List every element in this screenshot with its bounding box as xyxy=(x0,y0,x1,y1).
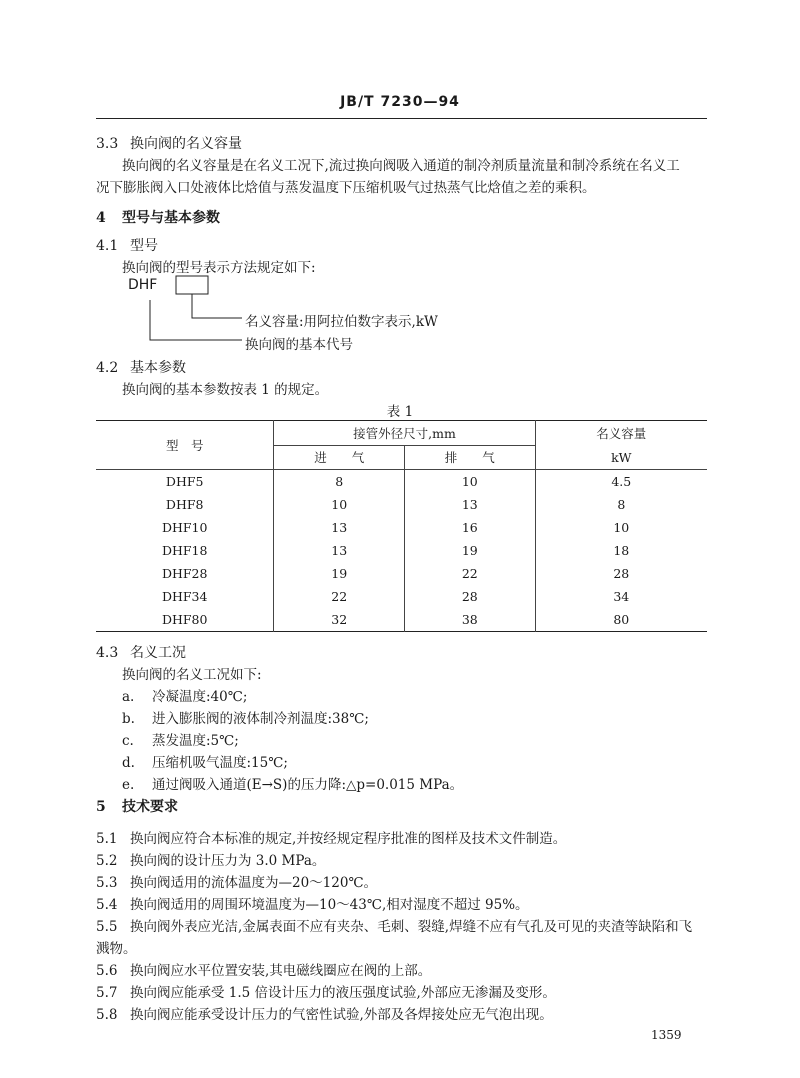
item-text: 压缩机吸气温度:15℃; xyxy=(152,755,288,771)
item-text: 换向阀适用的流体温度为—20～120℃。 xyxy=(130,875,378,891)
cell-capacity: 10 xyxy=(535,516,707,539)
model-code-prefix: DHF xyxy=(128,277,158,293)
cell-outlet: 16 xyxy=(405,516,536,539)
section-number: 4.3 xyxy=(96,645,119,661)
section-title: 换向阀的名义容量 xyxy=(130,136,242,152)
item-number: 5.2 xyxy=(96,853,118,869)
table-row xyxy=(96,470,707,494)
cell-capacity: 34 xyxy=(535,585,707,608)
condition-item xyxy=(122,773,463,793)
cell-capacity: 4.5 xyxy=(535,470,707,494)
item-number: 5.4 xyxy=(96,897,118,913)
cell-capacity: 18 xyxy=(535,539,707,562)
paragraph-line: 换向阀的名义工况如下: xyxy=(122,667,262,683)
cell-capacity: 80 xyxy=(535,608,707,632)
header-outlet: 排 气 xyxy=(405,445,536,470)
section-number: 4 xyxy=(96,210,106,226)
annotation-capacity: 名义容量:用阿拉伯数字表示,kW xyxy=(245,314,438,330)
item-number: 5.5 xyxy=(96,919,118,935)
requirement-item xyxy=(96,959,431,979)
item-text: 换向阀外表应光洁,金属表面不应有夹杂、毛刺、裂缝,焊缝不应有气孔及可见的夹渣等缺陷和飞 xyxy=(130,919,693,935)
header-pipe-diameter: 接管外径尺寸,mm xyxy=(274,421,535,446)
header-model: 型 号 xyxy=(96,421,274,470)
section-number: 3.3 xyxy=(96,136,119,152)
section-title: 名义工况 xyxy=(130,645,186,661)
cell-inlet: 13 xyxy=(274,539,405,562)
cell-inlet: 13 xyxy=(274,516,405,539)
cell-model: DHF28 xyxy=(161,566,208,581)
standard-header: JB/T 7230—94 xyxy=(340,94,460,110)
table-row xyxy=(96,493,707,516)
item-text: 换向阀应水平位置安装,其电磁线圈应在阀的上部。 xyxy=(130,963,432,979)
section-title: 基本参数 xyxy=(130,360,186,376)
section-number: 4.2 xyxy=(96,360,119,376)
requirement-item xyxy=(96,893,529,913)
cell-outlet: 19 xyxy=(405,539,536,562)
cell-model: DHF34 xyxy=(161,589,208,604)
paragraph-line: 况下膨胀阀入口处液体比焓值与蒸发温度下压缩机吸气过热蒸气比焓值之差的乘积。 xyxy=(96,180,596,196)
cell-inlet: 32 xyxy=(274,608,405,632)
cell-outlet: 28 xyxy=(405,585,536,608)
requirement-item xyxy=(96,827,566,847)
item-text: 换向阀的设计压力为 3.0 MPa。 xyxy=(130,853,326,869)
section-title: 技术要求 xyxy=(122,799,178,815)
section-5-heading xyxy=(96,796,178,816)
header-inlet: 进 气 xyxy=(274,445,405,470)
section-title: 型号 xyxy=(130,238,158,254)
section-4-1-heading xyxy=(96,235,158,255)
section-4-3-heading xyxy=(96,642,186,662)
cell-inlet: 22 xyxy=(274,585,405,608)
item-text: 换向阀适用的周围环境温度为—10～43℃,相对湿度不超过 95%。 xyxy=(130,897,529,913)
table-caption: 表 1 xyxy=(386,404,414,420)
cell-inlet: 10 xyxy=(274,493,405,516)
page-number: 1359 xyxy=(651,1028,682,1042)
paragraph-line: 换向阀的名义容量是在名义工况下,流过换向阀吸入通道的制冷剂质量流量和制冷系统在名义工 xyxy=(122,158,680,174)
condition-item xyxy=(122,707,369,727)
header-capacity-unit: kW xyxy=(535,445,707,470)
cell-model: DHF10 xyxy=(161,520,208,535)
paragraph-line: 换向阀的基本参数按表 1 的规定。 xyxy=(122,382,329,398)
cell-inlet: 19 xyxy=(274,562,405,585)
table-row xyxy=(96,539,707,562)
cell-model: DHF5 xyxy=(165,474,204,489)
paragraph-line: 换向阀的型号表示方法规定如下: xyxy=(122,260,316,276)
annotation-base-code: 换向阀的基本代号 xyxy=(245,337,353,353)
condition-item xyxy=(122,751,288,771)
header-capacity: 名义容量 xyxy=(535,421,707,446)
cell-outlet: 10 xyxy=(405,470,536,494)
item-marker: c. xyxy=(122,733,134,749)
item-number: 5.1 xyxy=(96,831,118,847)
item-text: 冷凝温度:40℃; xyxy=(152,689,248,705)
item-marker: b. xyxy=(122,711,135,727)
requirement-item xyxy=(96,915,692,935)
cell-inlet: 8 xyxy=(274,470,405,494)
section-4-2-heading xyxy=(96,357,186,377)
table-row xyxy=(96,562,707,585)
item-number: 5.8 xyxy=(96,1007,118,1023)
table-row xyxy=(96,585,707,608)
item-text: 换向阀应能承受 1.5 倍设计压力的液压强度试验,外部应无渗漏及变形。 xyxy=(130,985,556,1001)
item-text: 进入膨胀阀的液体制冷剂温度:38℃; xyxy=(152,711,369,727)
table-row xyxy=(96,516,707,539)
requirement-item xyxy=(96,871,377,891)
item-text: 换向阀应符合本标准的规定,并按经规定程序批准的图样及技术文件制造。 xyxy=(130,831,567,847)
table-row xyxy=(96,608,707,632)
parameter-table xyxy=(96,420,707,632)
cell-outlet: 38 xyxy=(405,608,536,632)
requirement-item xyxy=(96,981,556,1001)
item-text: 蒸发温度:5℃; xyxy=(152,733,239,749)
table-body xyxy=(96,470,707,632)
section-title: 型号与基本参数 xyxy=(122,210,220,226)
item-marker: e. xyxy=(122,777,135,793)
condition-item xyxy=(122,729,239,749)
item-number: 5.7 xyxy=(96,985,118,1001)
cell-capacity: 8 xyxy=(535,493,707,516)
section-number: 5 xyxy=(96,799,106,815)
item-continuation: 溅物。 xyxy=(96,941,137,957)
cell-outlet: 22 xyxy=(405,562,536,585)
section-number: 4.1 xyxy=(96,238,119,254)
cell-model: DHF18 xyxy=(161,543,208,558)
section-4-heading xyxy=(96,207,220,227)
header-rule xyxy=(96,118,707,119)
item-marker: d. xyxy=(122,755,135,771)
item-marker: a. xyxy=(122,689,135,705)
item-number: 5.6 xyxy=(96,963,118,979)
requirement-item xyxy=(96,849,325,869)
cell-outlet: 13 xyxy=(405,493,536,516)
item-number: 5.3 xyxy=(96,875,118,891)
item-text: 换向阀应能承受设计压力的气密性试验,外部及各焊接处应无气泡出现。 xyxy=(130,1007,553,1023)
section-3-3-heading xyxy=(96,133,242,153)
cell-capacity: 28 xyxy=(535,562,707,585)
cell-model: DHF80 xyxy=(161,612,208,627)
cell-model: DHF8 xyxy=(165,497,204,512)
condition-item xyxy=(122,685,247,705)
item-text: 通过阀吸入通道(E→S)的压力降:△p=0.015 MPa。 xyxy=(152,777,464,793)
requirement-item xyxy=(96,1003,553,1023)
